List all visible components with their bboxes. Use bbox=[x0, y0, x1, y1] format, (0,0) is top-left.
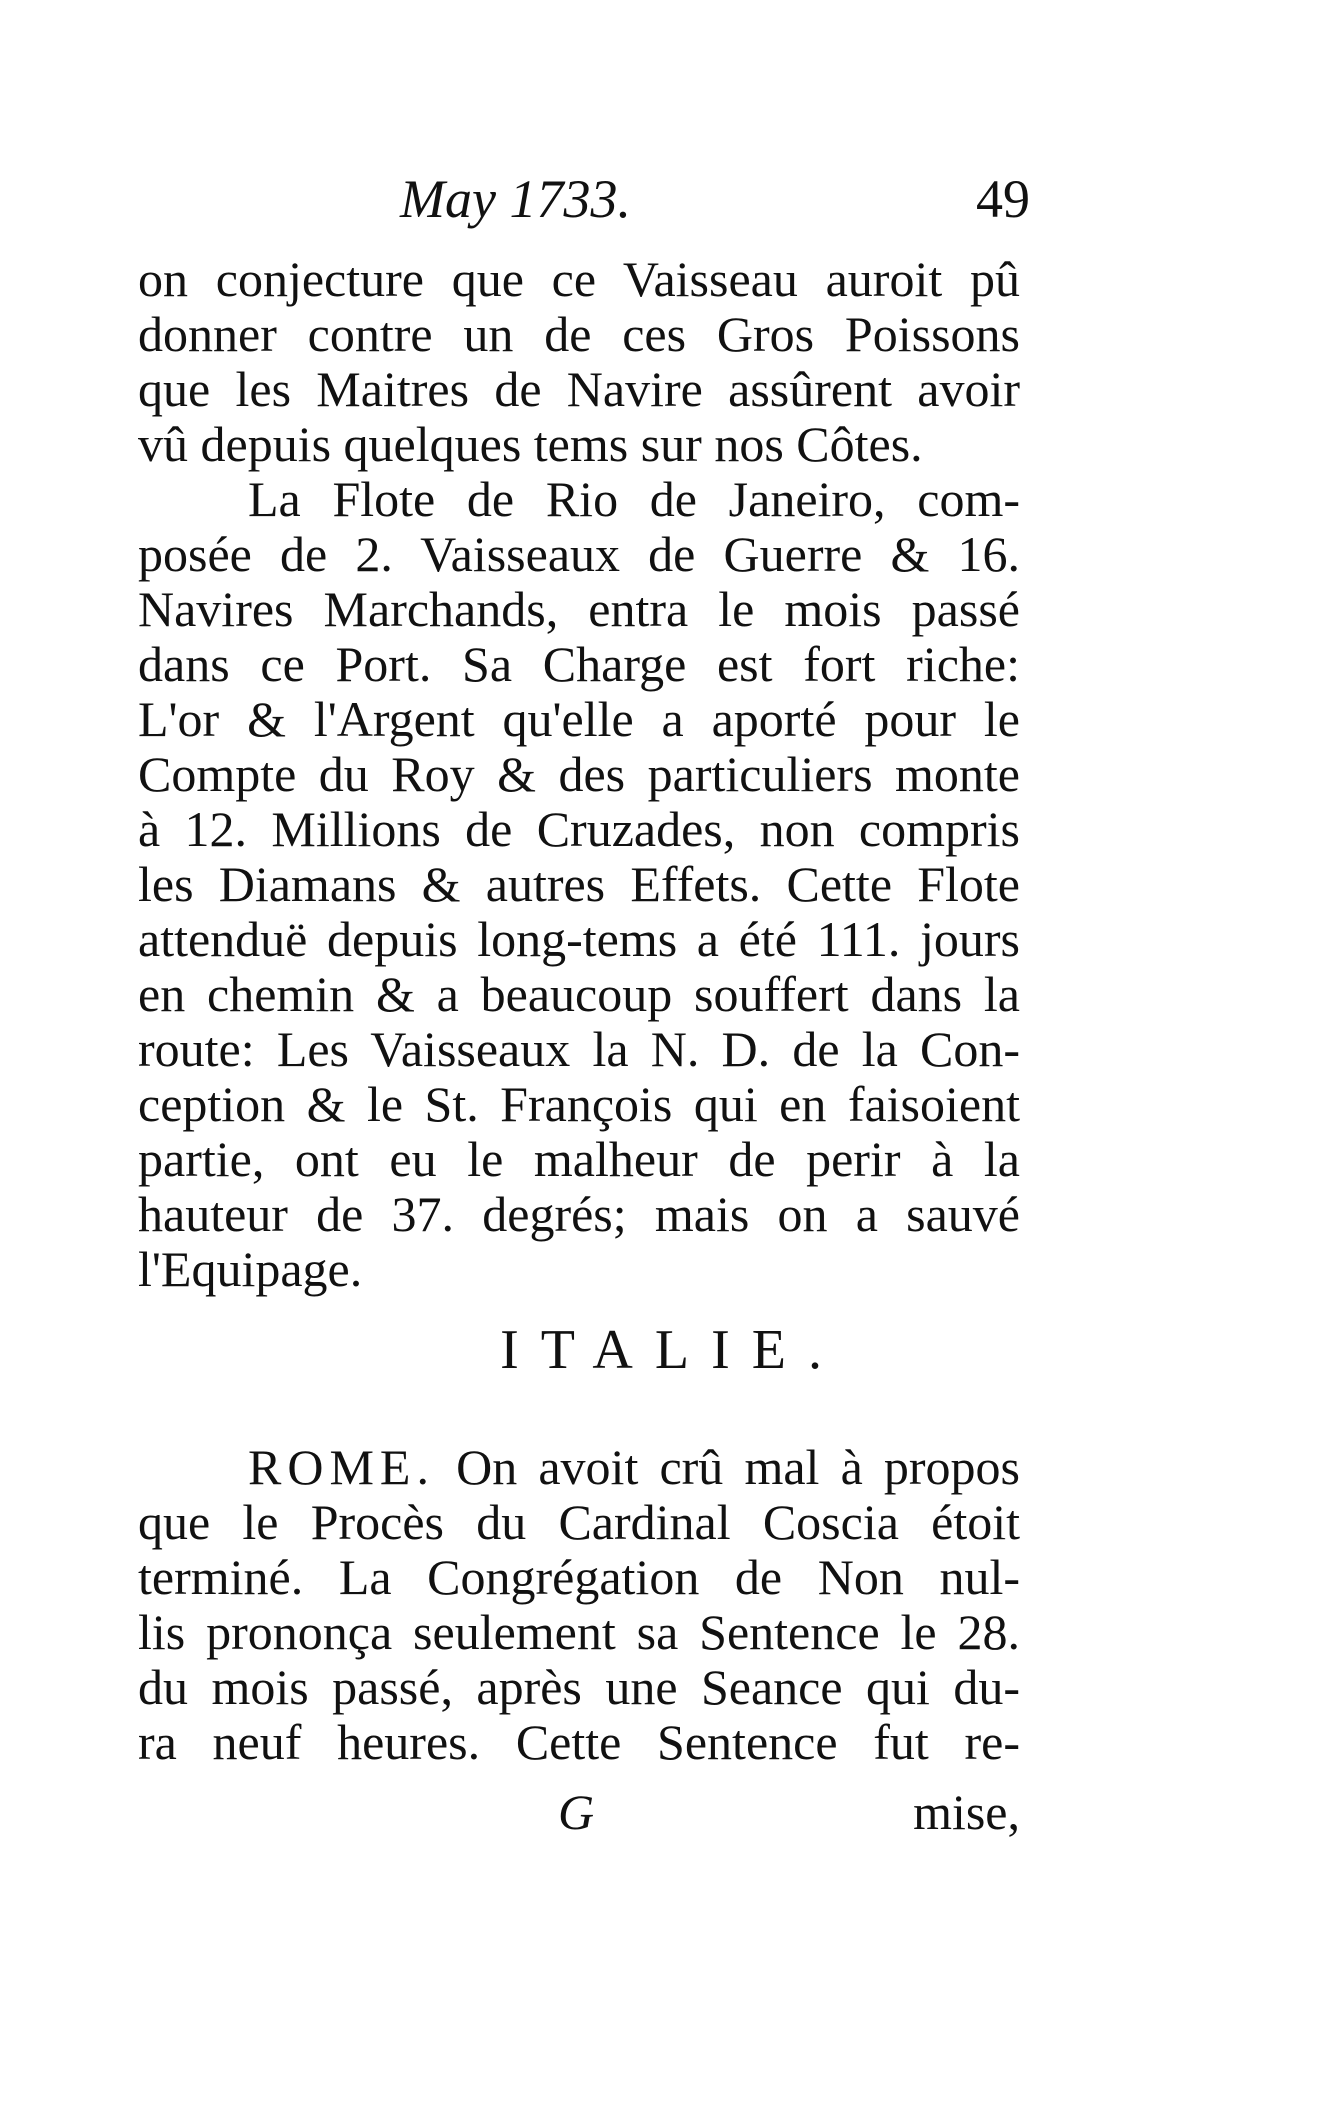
text-line: dans ce Port. Sa Charge est fort riche: bbox=[138, 636, 1020, 692]
page-footer bbox=[138, 1783, 1020, 1843]
text-line: les Diamans & autres Effets. Cette Flote bbox=[138, 856, 1020, 912]
text-line: que le Procès du Cardinal Coscia étoit bbox=[138, 1494, 1020, 1550]
text-line: l'Equipage. bbox=[138, 1241, 363, 1297]
text-line: ra neuf heures. Cette Sentence fut re- bbox=[138, 1714, 1020, 1770]
catchword: mise, bbox=[913, 1784, 1020, 1840]
text-line: à 12. Millions de Cruzades, non compris bbox=[138, 801, 1020, 857]
text-line: lis prononça seulement sa Sentence le 28. bbox=[138, 1604, 1020, 1660]
running-header bbox=[130, 168, 1030, 238]
text-line: attenduë depuis long-tems a été 111. jours bbox=[138, 911, 1020, 967]
body-text-rome bbox=[138, 1440, 1020, 1770]
text-fragment: On avoit crû mal à propos bbox=[456, 1439, 1021, 1495]
text-line: La Flote de Rio de Janeiro, com- bbox=[248, 471, 1020, 527]
text-line: L'or & l'Argent qu'elle a aporté pour le bbox=[138, 691, 1020, 747]
text-line: Navires Marchands, entra le mois passé bbox=[138, 581, 1020, 637]
text-line: vû depuis quelques tems sur nos Côtes. bbox=[138, 416, 923, 472]
text-line: on conjecture que ce Vaisseau auroit pû bbox=[138, 251, 1020, 307]
section-heading: ITALIE. bbox=[500, 1319, 844, 1381]
text-line: que les Maitres de Navire assûrent avoir bbox=[138, 361, 1020, 417]
header-date: May 1733. bbox=[400, 169, 631, 229]
text-line: Compte du Roy & des particuliers monte bbox=[138, 746, 1020, 802]
text-line: partie, ont eu le malheur de perir à la bbox=[138, 1131, 1020, 1187]
body-text bbox=[138, 252, 1020, 1297]
text-line: en chemin & a beaucoup souffert dans la bbox=[138, 966, 1020, 1022]
text-line: hauteur de 37. degrés; mais on a sauvé bbox=[138, 1186, 1020, 1242]
text-line: donner contre un de ces Gros Poissons bbox=[138, 306, 1020, 362]
text-line: du mois passé, après une Seance qui du- bbox=[138, 1659, 1020, 1715]
text-line: posée de 2. Vaisseaux de Guerre & 16. bbox=[138, 526, 1020, 582]
signature-mark: G bbox=[558, 1784, 595, 1840]
text-line bbox=[138, 1440, 1020, 1495]
page-number: 49 bbox=[976, 169, 1030, 229]
dateline-rome: ROME. bbox=[248, 1439, 435, 1495]
text-line: route: Les Vaisseaux la N. D. de la Con- bbox=[138, 1021, 1020, 1077]
text-line: terminé. La Congrégation de Non nul- bbox=[138, 1549, 1020, 1605]
text-line: ception & le St. François qui en faisoient bbox=[138, 1076, 1020, 1132]
